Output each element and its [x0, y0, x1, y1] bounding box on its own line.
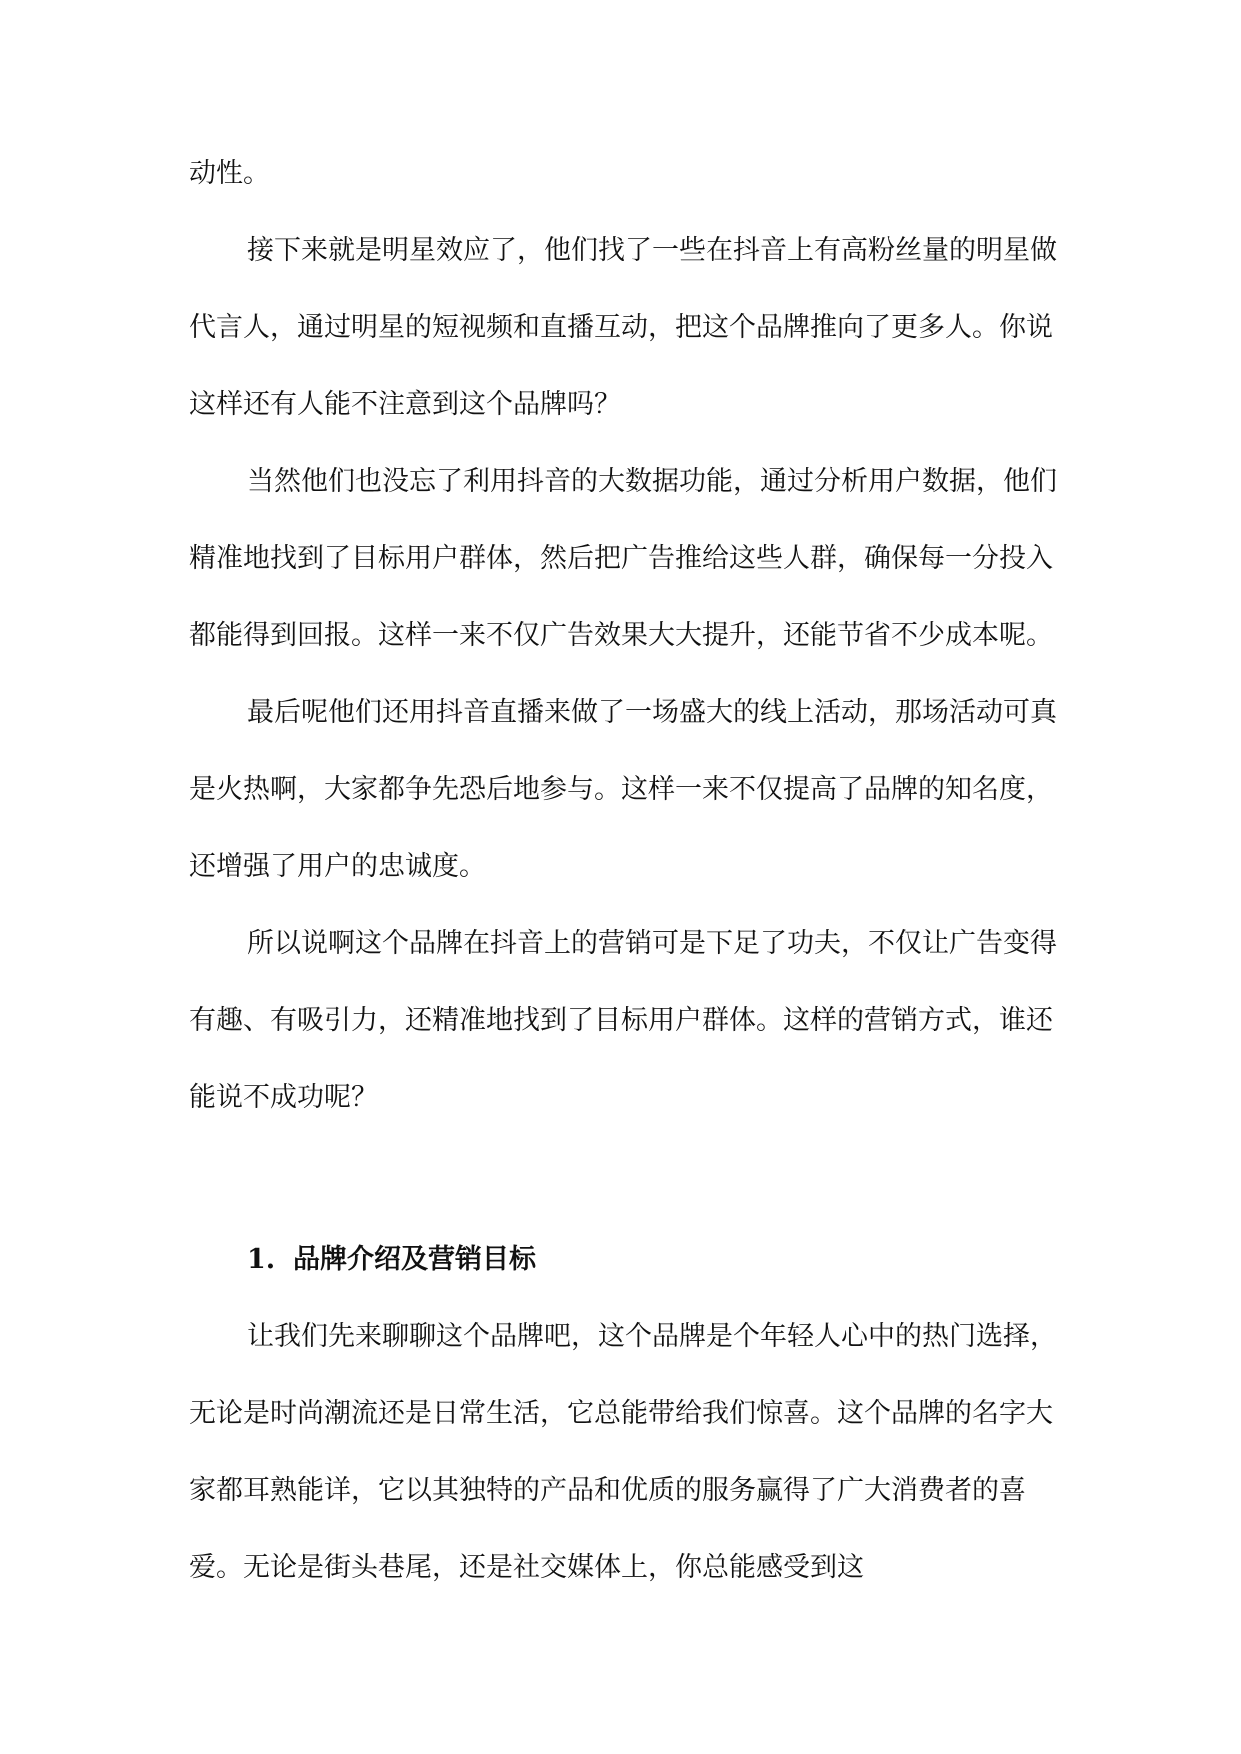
paragraph: 接下来就是明星效应了，他们找了一些在抖音上有高粉丝量的明星做代言人，通过明星的短视频和直播互动，把这个品牌推向了更多人。你说这样还有人能不注意到这个品牌吗？	[189, 235, 1057, 420]
body-text-top	[189, 135, 1059, 1136]
body-text-bottom	[189, 1298, 1059, 1606]
paragraph: 动性。	[189, 158, 270, 189]
paragraph: 最后呢他们还用抖音直播来做了一场盛大的线上活动，那场活动可真是火热啊，大家都争先恐后地参与。这样一来不仅提高了品牌的知名度，还增强了用户的忠诚度。	[189, 697, 1057, 882]
paragraph: 所以说啊这个品牌在抖音上的营销可是下足了功夫，不仅让广告变得有趣、有吸引力，还精准地找到了目标用户群体。这样的营销方式，谁还能说不成功呢？	[189, 928, 1057, 1113]
section-title: 品牌介绍及营销目标	[293, 1244, 536, 1275]
section-heading	[247, 1240, 536, 1280]
section-number: 1.	[247, 1244, 276, 1275]
paragraph: 让我们先来聊聊这个品牌吧，这个品牌是个年轻人心中的热门选择，无论是时尚潮流还是日常生活，它总能带给我们惊喜。这个品牌的名字大家都耳熟能详，它以其独特的产品和优质的服务赢得了广大消费者的喜爱。无论是街头巷尾，还是社交媒体上，你总能感受到这	[189, 1321, 1057, 1583]
paragraph: 当然他们也没忘了利用抖音的大数据功能，通过分析用户数据，他们精准地找到了目标用户群体，然后把广告推给这些人群，确保每一分投入都能得到回报。这样一来不仅广告效果大大提升，还能节省不少成本呢。	[189, 466, 1057, 651]
